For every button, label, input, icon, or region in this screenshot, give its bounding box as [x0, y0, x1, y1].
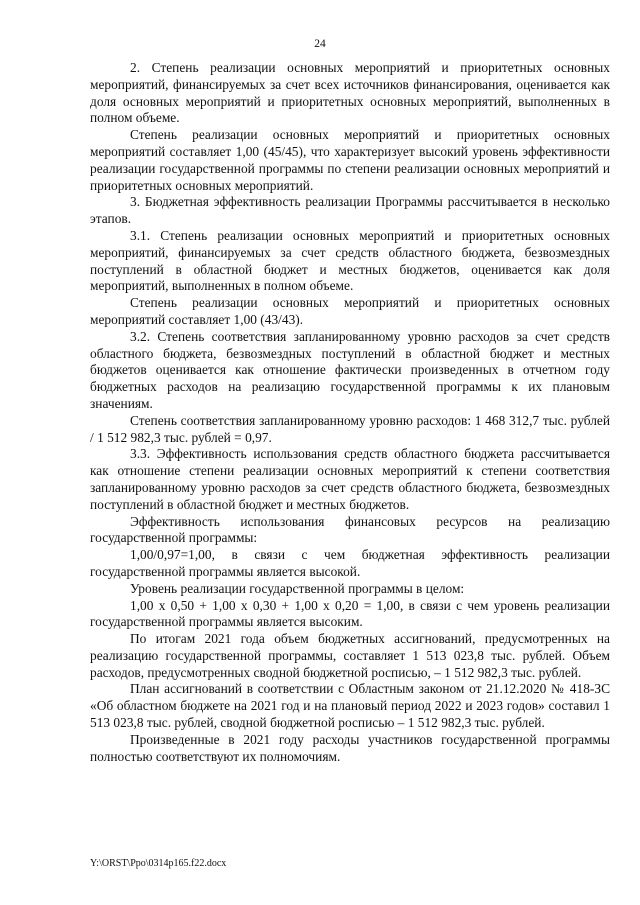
paragraph: 3. Бюджетная эффективность реализации Программы рассчитывается в несколько этапов.	[90, 194, 610, 227]
paragraph: Эффективность использования финансовых ресурсов на реализацию государственной программы:	[90, 513, 610, 546]
paragraph: Степень реализации основных мероприятий и приоритетных основных мероприятий составляет 1,00 (43/43).	[90, 295, 610, 327]
paragraph: 3.3. Эффективность использования средств областного бюджета рассчитывается как отношение степени реализации основных мероприятий к степени соответствия запланированному уровню расходов за счет средств областного бюджета, безвозмездных поступлений в областной бюджет и местных бюджетов.	[90, 446, 610, 512]
paragraph: План ассигнований в соответствии с Областным законом от 21.12.2020 № 418-ЗС «Об областном бюджете на 2021 год и на плановый период 2022 и 2023 годов» составил 1 513 023,8 тыс. рублей, сводной бюджетной росписью – 1 512 982,3 тыс. рублей.	[90, 681, 610, 731]
paragraph: Произведенные в 2021 году расходы участников государственной программы полностью соответствуют их полномочиям.	[90, 731, 610, 764]
paragraph: 3.1. Степень реализации основных мероприятий и приоритетных основных мероприятий, финансируемых за счет средств областного бюджета, безвозмездных поступлений в областной бюджет и местных бюджетов, оценивается как доля мероприятий, выполненных в полном объеме.	[90, 227, 610, 294]
paragraph: Степень реализации основных мероприятий и приоритетных основных мероприятий составляет 1,00 (45/45), что характеризует высокий уровень эффективности реализации государственной программы по степени реализации основных мероприятий и приоритетных основных мероприятий.	[90, 127, 610, 193]
paragraph: 3.2. Степень соответствия запланированному уровню расходов за счет средств областного бюджета, безвозмездных поступлений в областной бюджет и местных бюджетов оценивается как отношение фактически произведенных в отчетном году бюджетных расходов на реализацию государственной программы к их плановым значениям.	[90, 328, 610, 411]
paragraph: Степень соответствия запланированному уровню расходов: 1 468 312,7 тыс. рублей / 1 512 982,3 тыс. рублей = 0,97.	[90, 412, 610, 445]
footer-file-path: Y:\ORST\Ppo\0314p165.f22.docx	[90, 858, 227, 869]
paragraph: Уровень реализации государственной программы в целом:	[130, 580, 465, 596]
paragraph: По итогам 2021 года объем бюджетных ассигнований, предусмотренных на реализацию государственной программы, составляет 1 513 023,8 тыс. рублей. Объем расходов, предусмотренных сводной бюджетной росписью, – 1 512 982,3 тыс. рублей.	[90, 631, 610, 680]
paragraph: 1,00 х 0,50 + 1,00 х 0,30 + 1,00 х 0,20 = 1,00, в связи с чем уровень реализации государственной программы является высоким.	[90, 597, 610, 630]
page-number: 24	[314, 38, 326, 50]
paragraph: 1,00/0,97=1,00, в связи с чем бюджетная эффективность реализации государственной программы является высокой.	[90, 547, 610, 579]
document-body	[90, 60, 610, 765]
paragraph: 2. Степень реализации основных мероприятий и приоритетных основных мероприятий, финансируемых за счет всех источников финансирования, оценивается как доля основных мероприятий и приоритетных основных мероприятий, выполненных в полном объеме.	[90, 60, 610, 126]
